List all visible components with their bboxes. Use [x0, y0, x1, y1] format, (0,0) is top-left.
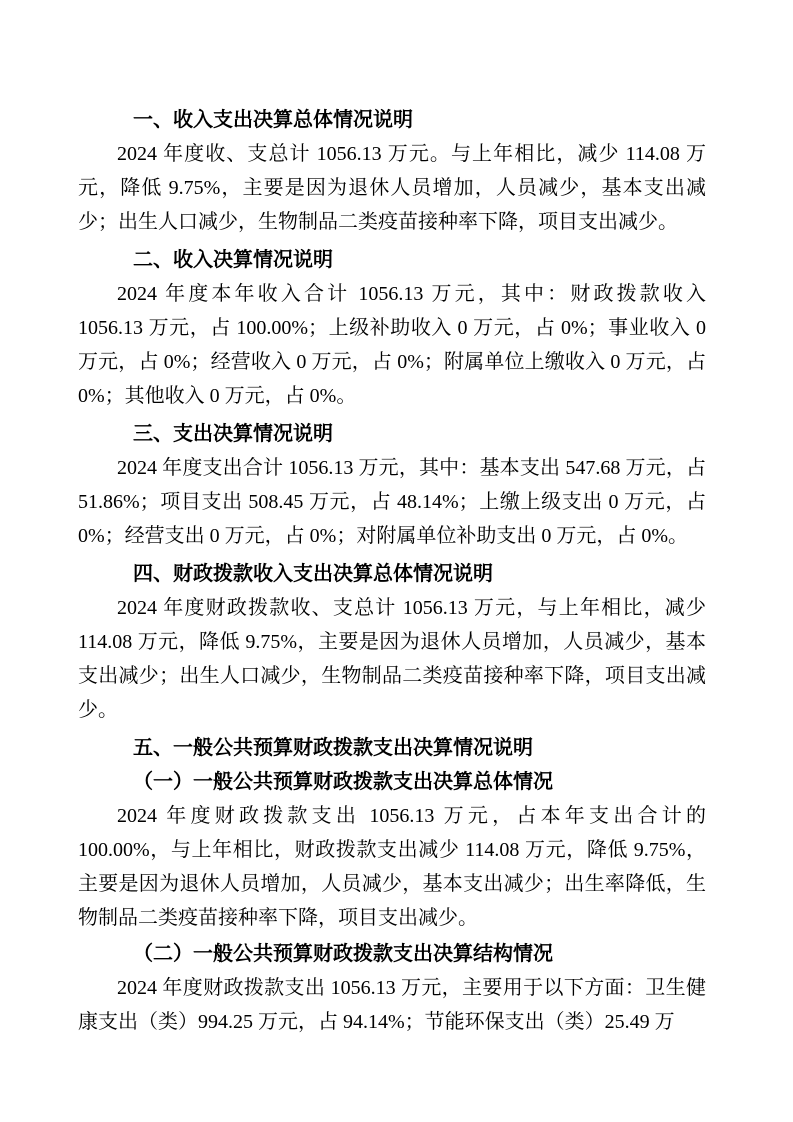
section-1-paragraph: 2024 年度收、支总计 1056.13 万元。与上年相比，减少 114.08 万元，降低 9.75%，主要是因为退休人员增加，人员减少，基本支出减少；出生人口减少，生物制品二类疫苗接种率下降，项目支出减少。	[78, 143, 706, 233]
section-2-heading: 二、收入决算情况说明	[133, 249, 333, 271]
section-1-heading: 一、收入支出决算总体情况说明	[133, 109, 413, 131]
section-2-paragraph: 2024 年度本年收入合计 1056.13 万元，其中：财政拨款收入 1056.13 万元，占 100.00%；上级补助收入 0 万元，占 0%；事业收入 0 万元，占 0%；经营收入 0 万元，占 0%；附属单位上缴收入 0 万元，占 0%；其他收入 0 万元，占 0%。	[78, 283, 706, 407]
section-4-paragraph: 2024 年度财政拨款收、支总计 1056.13 万元，与上年相比，减少 114.08 万元，降低 9.75%，主要是因为退休人员增加，人员减少，基本支出减少；出生人口减少，生物制品二类疫苗接种率下降，项目支出减少。	[78, 597, 706, 721]
section-4-heading: 四、财政拨款收入支出决算总体情况说明	[133, 563, 493, 585]
section-3-paragraph: 2024 年度支出合计 1056.13 万元，其中：基本支出 547.68 万元，占 51.86%；项目支出 508.45 万元，占 48.14%；上缴上级支出 0 万元，占 0%；经营支出 0 万元，占 0%；对附属单位补助支出 0 万元，占 0%。	[78, 457, 706, 547]
section-5-heading: 五、一般公共预算财政拨款支出决算情况说明	[133, 737, 533, 759]
section-5-sub-1-paragraph: 2024 年度财政拨款支出 1056.13 万元，占本年支出合计的 100.00%，与上年相比，财政拨款支出减少 114.08 万元，降低 9.75%，主要是因为退休人员增加，人员减少，基本支出减少；出生率降低，生物制品二类疫苗接种率下降，项目支出减少。	[78, 805, 706, 929]
section-5-sub-1-heading: （一）一般公共预算财政拨款支出决算总体情况	[133, 771, 553, 793]
section-3-heading: 三、支出决算情况说明	[133, 423, 333, 445]
section-5-sub-2-heading: （二）一般公共预算财政拨款支出决算结构情况	[133, 943, 553, 965]
section-5-sub-2-paragraph: 2024 年度财政拨款支出 1056.13 万元，主要用于以下方面：卫生健康支出（类）994.25 万元，占 94.14%；节能环保支出（类）25.49 万	[78, 977, 706, 1033]
